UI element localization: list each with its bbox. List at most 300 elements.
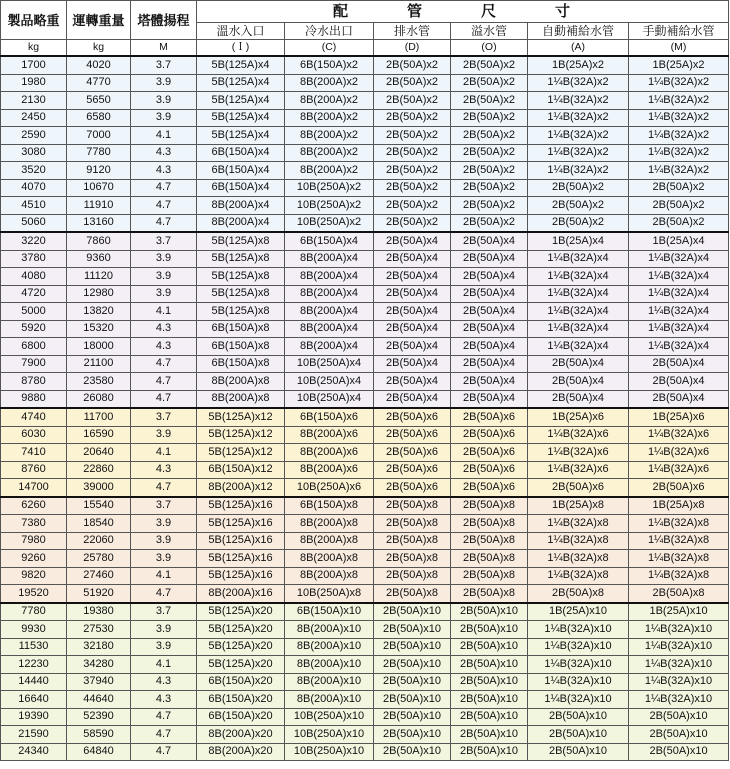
cell-drain-pipe: 2B(50A)x4: [374, 390, 451, 408]
cell-drain-pipe: 2B(50A)x6: [374, 426, 451, 444]
table-row: [1, 373, 729, 391]
cell-tower-head: 4.3: [131, 461, 197, 479]
cell-hot-water-inlet: 5B(125A)x16: [197, 532, 285, 550]
cell-auto-makeup-pipe: 1¼B(32A)x4: [528, 303, 629, 321]
cell-drain-pipe: 2B(50A)x10: [374, 638, 451, 656]
table-row: [1, 268, 729, 286]
cell-tower-head: 4.7: [131, 214, 197, 232]
cell-manual-makeup-pipe: 1¼B(32A)x6: [629, 426, 729, 444]
cell-tower-head: 4.7: [131, 726, 197, 744]
cell-manual-makeup-pipe: 2B(50A)x4: [629, 373, 729, 391]
cell-overflow-pipe: 2B(50A)x10: [451, 621, 528, 639]
cell-operating-weight: 34280: [67, 656, 131, 674]
cell-cold-water-outlet: 8B(200A)x2: [285, 162, 374, 180]
cell-cold-water-outlet: 8B(200A)x6: [285, 426, 374, 444]
cell-drain-pipe: 2B(50A)x4: [374, 303, 451, 321]
cell-cold-water-outlet: 10B(250A)x4: [285, 355, 374, 373]
cell-operating-weight: 7000: [67, 127, 131, 145]
cell-drain-pipe: 2B(50A)x10: [374, 621, 451, 639]
cell-operating-weight: 13160: [67, 214, 131, 232]
cell-cold-water-outlet: 8B(200A)x4: [285, 338, 374, 356]
cell-cold-water-outlet: 8B(200A)x2: [285, 109, 374, 127]
cell-product-weight: 5060: [1, 214, 67, 232]
table-row: [1, 550, 729, 568]
cell-operating-weight: 39000: [67, 479, 131, 497]
cell-overflow-pipe: 2B(50A)x10: [451, 708, 528, 726]
table-row: [1, 109, 729, 127]
cell-cold-water-outlet: 6B(150A)x8: [285, 497, 374, 515]
table-row: [1, 638, 729, 656]
cell-product-weight: 4740: [1, 408, 67, 426]
cell-auto-makeup-pipe: 1¼B(32A)x6: [528, 444, 629, 462]
cell-product-weight: 2450: [1, 109, 67, 127]
cell-overflow-pipe: 2B(50A)x2: [451, 214, 528, 232]
cell-hot-water-inlet: 6B(150A)x20: [197, 708, 285, 726]
table-row: [1, 408, 729, 426]
cell-drain-pipe: 2B(50A)x10: [374, 743, 451, 761]
cell-hot-water-inlet: 5B(125A)x8: [197, 285, 285, 303]
cell-operating-weight: 9360: [67, 250, 131, 268]
table-row: [1, 621, 729, 639]
cell-tower-head: 4.3: [131, 162, 197, 180]
cell-product-weight: 7410: [1, 444, 67, 462]
cell-overflow-pipe: 2B(50A)x8: [451, 515, 528, 533]
cell-overflow-pipe: 2B(50A)x4: [451, 390, 528, 408]
cell-manual-makeup-pipe: 1¼B(32A)x10: [629, 621, 729, 639]
cell-drain-pipe: 2B(50A)x2: [374, 127, 451, 145]
cell-drain-pipe: 2B(50A)x2: [374, 74, 451, 92]
cell-manual-makeup-pipe: 1¼B(32A)x10: [629, 691, 729, 709]
cell-tower-head: 4.7: [131, 373, 197, 391]
cell-cold-water-outlet: 10B(250A)x6: [285, 479, 374, 497]
cell-manual-makeup-pipe: 1B(25A)x6: [629, 408, 729, 426]
cell-operating-weight: 4020: [67, 56, 131, 74]
cell-product-weight: 9880: [1, 390, 67, 408]
cell-operating-weight: 25780: [67, 550, 131, 568]
cell-product-weight: 19520: [1, 585, 67, 603]
cell-hot-water-inlet: 6B(150A)x4: [197, 162, 285, 180]
cell-auto-makeup-pipe: 1¼B(32A)x6: [528, 426, 629, 444]
cell-auto-makeup-pipe: 1¼B(32A)x2: [528, 74, 629, 92]
cell-drain-pipe: 2B(50A)x2: [374, 214, 451, 232]
cell-hot-water-inlet: 8B(200A)x8: [197, 390, 285, 408]
table-row: [1, 56, 729, 74]
cell-product-weight: 12230: [1, 656, 67, 674]
cell-auto-makeup-pipe: 2B(50A)x6: [528, 479, 629, 497]
cell-drain-pipe: 2B(50A)x4: [374, 373, 451, 391]
table-row: [1, 250, 729, 268]
cell-product-weight: 4070: [1, 179, 67, 197]
cell-cold-water-outlet: 10B(250A)x10: [285, 743, 374, 761]
code-drain-pipe: (D): [374, 40, 451, 57]
cell-tower-head: 4.3: [131, 144, 197, 162]
cell-tower-head: 3.9: [131, 426, 197, 444]
cell-overflow-pipe: 2B(50A)x4: [451, 320, 528, 338]
cell-auto-makeup-pipe: 1¼B(32A)x2: [528, 144, 629, 162]
cell-cold-water-outlet: 10B(250A)x2: [285, 214, 374, 232]
cell-product-weight: 21590: [1, 726, 67, 744]
cell-tower-head: 4.7: [131, 708, 197, 726]
cell-overflow-pipe: 2B(50A)x6: [451, 426, 528, 444]
cell-product-weight: 24340: [1, 743, 67, 761]
cell-operating-weight: 4770: [67, 74, 131, 92]
cell-product-weight: 7780: [1, 603, 67, 621]
cell-product-weight: 9930: [1, 621, 67, 639]
cell-product-weight: 6030: [1, 426, 67, 444]
cell-drain-pipe: 2B(50A)x4: [374, 250, 451, 268]
cell-hot-water-inlet: 5B(125A)x12: [197, 426, 285, 444]
cell-manual-makeup-pipe: 2B(50A)x6: [629, 479, 729, 497]
cell-hot-water-inlet: 5B(125A)x4: [197, 127, 285, 145]
cell-cold-water-outlet: 8B(200A)x10: [285, 656, 374, 674]
cell-auto-makeup-pipe: 1¼B(32A)x4: [528, 285, 629, 303]
cell-manual-makeup-pipe: 1¼B(32A)x2: [629, 127, 729, 145]
cell-cold-water-outlet: 8B(200A)x10: [285, 621, 374, 639]
cell-auto-makeup-pipe: 1¼B(32A)x4: [528, 250, 629, 268]
cell-manual-makeup-pipe: 1B(25A)x8: [629, 497, 729, 515]
cell-overflow-pipe: 2B(50A)x10: [451, 673, 528, 691]
table-row: [1, 355, 729, 373]
cell-tower-head: 4.7: [131, 355, 197, 373]
cell-hot-water-inlet: 5B(125A)x4: [197, 74, 285, 92]
table-row: [1, 232, 729, 250]
cell-cold-water-outlet: 8B(200A)x2: [285, 127, 374, 145]
cell-hot-water-inlet: 6B(150A)x20: [197, 691, 285, 709]
cell-manual-makeup-pipe: 2B(50A)x4: [629, 355, 729, 373]
cell-product-weight: 3080: [1, 144, 67, 162]
cell-cold-water-outlet: 6B(150A)x4: [285, 232, 374, 250]
cell-operating-weight: 18540: [67, 515, 131, 533]
cell-cold-water-outlet: 6B(150A)x2: [285, 56, 374, 74]
cell-overflow-pipe: 2B(50A)x2: [451, 74, 528, 92]
cell-cold-water-outlet: 8B(200A)x10: [285, 673, 374, 691]
cell-overflow-pipe: 2B(50A)x8: [451, 550, 528, 568]
table-row: [1, 743, 729, 761]
cell-overflow-pipe: 2B(50A)x4: [451, 232, 528, 250]
cell-drain-pipe: 2B(50A)x6: [374, 461, 451, 479]
cell-cold-water-outlet: 8B(200A)x10: [285, 638, 374, 656]
table-row: [1, 320, 729, 338]
cell-product-weight: 3520: [1, 162, 67, 180]
cell-tower-head: 4.3: [131, 691, 197, 709]
cell-operating-weight: 64840: [67, 743, 131, 761]
cell-drain-pipe: 2B(50A)x10: [374, 708, 451, 726]
cell-cold-water-outlet: 8B(200A)x2: [285, 74, 374, 92]
cell-auto-makeup-pipe: 2B(50A)x10: [528, 708, 629, 726]
cell-overflow-pipe: 2B(50A)x2: [451, 109, 528, 127]
header-piping-size: 配 管 尺 寸: [197, 1, 729, 23]
cell-operating-weight: 58590: [67, 726, 131, 744]
cell-overflow-pipe: 2B(50A)x10: [451, 726, 528, 744]
cell-product-weight: 16640: [1, 691, 67, 709]
cell-overflow-pipe: 2B(50A)x6: [451, 479, 528, 497]
cell-overflow-pipe: 2B(50A)x4: [451, 338, 528, 356]
cell-cold-water-outlet: 8B(200A)x4: [285, 303, 374, 321]
cell-product-weight: 7380: [1, 515, 67, 533]
table-row: [1, 726, 729, 744]
cell-operating-weight: 37940: [67, 673, 131, 691]
cell-cold-water-outlet: 10B(250A)x10: [285, 726, 374, 744]
cell-hot-water-inlet: 5B(125A)x16: [197, 497, 285, 515]
cell-manual-makeup-pipe: 1¼B(32A)x4: [629, 320, 729, 338]
cell-auto-makeup-pipe: 1¼B(32A)x8: [528, 550, 629, 568]
cell-product-weight: 4720: [1, 285, 67, 303]
cell-hot-water-inlet: 5B(125A)x4: [197, 109, 285, 127]
cell-operating-weight: 13820: [67, 303, 131, 321]
cell-manual-makeup-pipe: 1¼B(32A)x8: [629, 532, 729, 550]
cell-overflow-pipe: 2B(50A)x10: [451, 638, 528, 656]
cell-overflow-pipe: 2B(50A)x2: [451, 92, 528, 110]
cell-overflow-pipe: 2B(50A)x2: [451, 162, 528, 180]
cell-product-weight: 14700: [1, 479, 67, 497]
table-row: [1, 426, 729, 444]
cell-operating-weight: 26080: [67, 390, 131, 408]
table-row: [1, 461, 729, 479]
cell-auto-makeup-pipe: 1¼B(32A)x4: [528, 338, 629, 356]
table-row: [1, 532, 729, 550]
cell-auto-makeup-pipe: 1¼B(32A)x4: [528, 320, 629, 338]
cell-auto-makeup-pipe: 1¼B(32A)x8: [528, 567, 629, 585]
cell-hot-water-inlet: 6B(150A)x8: [197, 355, 285, 373]
cell-tower-head: 4.7: [131, 197, 197, 215]
cell-overflow-pipe: 2B(50A)x10: [451, 691, 528, 709]
cell-drain-pipe: 2B(50A)x4: [374, 232, 451, 250]
cell-auto-makeup-pipe: 1¼B(32A)x6: [528, 461, 629, 479]
cell-cold-water-outlet: 10B(250A)x4: [285, 390, 374, 408]
cell-drain-pipe: 2B(50A)x8: [374, 550, 451, 568]
cell-operating-weight: 23580: [67, 373, 131, 391]
cell-auto-makeup-pipe: 2B(50A)x2: [528, 179, 629, 197]
cell-overflow-pipe: 2B(50A)x6: [451, 408, 528, 426]
cell-overflow-pipe: 2B(50A)x2: [451, 56, 528, 74]
unit-product-weight: kg: [1, 40, 67, 57]
cell-overflow-pipe: 2B(50A)x4: [451, 285, 528, 303]
header-tower-head: 塔體揚程: [131, 1, 197, 40]
cell-cold-water-outlet: 8B(200A)x8: [285, 550, 374, 568]
cell-tower-head: 3.7: [131, 603, 197, 621]
cell-drain-pipe: 2B(50A)x2: [374, 197, 451, 215]
cell-auto-makeup-pipe: 1¼B(32A)x2: [528, 127, 629, 145]
cell-operating-weight: 7860: [67, 232, 131, 250]
cell-tower-head: 4.7: [131, 585, 197, 603]
cell-operating-weight: 27460: [67, 567, 131, 585]
cell-auto-makeup-pipe: 1B(25A)x6: [528, 408, 629, 426]
cell-drain-pipe: 2B(50A)x4: [374, 320, 451, 338]
cell-drain-pipe: 2B(50A)x2: [374, 179, 451, 197]
header-overflow-pipe: 溢水管: [451, 23, 528, 40]
cell-auto-makeup-pipe: 1¼B(32A)x8: [528, 515, 629, 533]
cell-manual-makeup-pipe: 2B(50A)x10: [629, 726, 729, 744]
cell-auto-makeup-pipe: 1¼B(32A)x8: [528, 532, 629, 550]
cell-product-weight: 5920: [1, 320, 67, 338]
table-row: [1, 603, 729, 621]
cell-overflow-pipe: 2B(50A)x4: [451, 303, 528, 321]
cell-tower-head: 3.9: [131, 638, 197, 656]
cell-hot-water-inlet: 5B(125A)x8: [197, 250, 285, 268]
cell-drain-pipe: 2B(50A)x8: [374, 532, 451, 550]
cell-product-weight: 19390: [1, 708, 67, 726]
cell-product-weight: 8780: [1, 373, 67, 391]
cell-drain-pipe: 2B(50A)x2: [374, 92, 451, 110]
cell-cold-water-outlet: 8B(200A)x10: [285, 691, 374, 709]
cell-cold-water-outlet: 8B(200A)x2: [285, 92, 374, 110]
cell-tower-head: 4.1: [131, 444, 197, 462]
cell-manual-makeup-pipe: 1¼B(32A)x10: [629, 638, 729, 656]
code-manual-makeup-pipe: (M): [629, 40, 729, 57]
code-auto-makeup-pipe: (A): [528, 40, 629, 57]
header-cold-water-outlet: 冷水出口: [285, 23, 374, 40]
cell-manual-makeup-pipe: 1¼B(32A)x8: [629, 567, 729, 585]
cell-auto-makeup-pipe: 1B(25A)x8: [528, 497, 629, 515]
cell-drain-pipe: 2B(50A)x10: [374, 656, 451, 674]
cell-cold-water-outlet: 8B(200A)x4: [285, 268, 374, 286]
cell-drain-pipe: 2B(50A)x2: [374, 109, 451, 127]
cell-drain-pipe: 2B(50A)x6: [374, 444, 451, 462]
cell-manual-makeup-pipe: 1¼B(32A)x2: [629, 74, 729, 92]
cell-drain-pipe: 2B(50A)x6: [374, 479, 451, 497]
cell-product-weight: 4510: [1, 197, 67, 215]
cell-operating-weight: 20640: [67, 444, 131, 462]
cell-cold-water-outlet: 10B(250A)x2: [285, 179, 374, 197]
cell-cold-water-outlet: 10B(250A)x8: [285, 585, 374, 603]
cell-tower-head: 3.9: [131, 285, 197, 303]
cell-drain-pipe: 2B(50A)x4: [374, 285, 451, 303]
header-product-weight: 製品略重: [1, 1, 67, 40]
table-row: [1, 479, 729, 497]
cell-tower-head: 3.7: [131, 232, 197, 250]
cell-hot-water-inlet: 5B(125A)x20: [197, 656, 285, 674]
cell-overflow-pipe: 2B(50A)x2: [451, 179, 528, 197]
cell-operating-weight: 12980: [67, 285, 131, 303]
cell-overflow-pipe: 2B(50A)x10: [451, 743, 528, 761]
cell-hot-water-inlet: 6B(150A)x8: [197, 338, 285, 356]
cell-operating-weight: 21100: [67, 355, 131, 373]
cell-hot-water-inlet: 5B(125A)x20: [197, 621, 285, 639]
cell-hot-water-inlet: 5B(125A)x16: [197, 550, 285, 568]
cell-auto-makeup-pipe: 2B(50A)x4: [528, 373, 629, 391]
cell-cold-water-outlet: 10B(250A)x2: [285, 197, 374, 215]
cell-auto-makeup-pipe: 2B(50A)x4: [528, 390, 629, 408]
table-row: [1, 144, 729, 162]
cell-hot-water-inlet: 5B(125A)x20: [197, 638, 285, 656]
cell-tower-head: 4.1: [131, 656, 197, 674]
cell-operating-weight: 16590: [67, 426, 131, 444]
table-row: [1, 74, 729, 92]
cell-auto-makeup-pipe: 2B(50A)x4: [528, 355, 629, 373]
cell-manual-makeup-pipe: 1¼B(32A)x2: [629, 162, 729, 180]
cell-tower-head: 3.9: [131, 550, 197, 568]
cell-tower-head: 3.7: [131, 408, 197, 426]
cell-drain-pipe: 2B(50A)x4: [374, 268, 451, 286]
cell-manual-makeup-pipe: 1¼B(32A)x10: [629, 673, 729, 691]
cell-manual-makeup-pipe: 2B(50A)x10: [629, 743, 729, 761]
cell-hot-water-inlet: 5B(125A)x16: [197, 567, 285, 585]
cell-tower-head: 4.7: [131, 390, 197, 408]
cell-overflow-pipe: 2B(50A)x10: [451, 656, 528, 674]
cell-drain-pipe: 2B(50A)x10: [374, 673, 451, 691]
cell-product-weight: 9820: [1, 567, 67, 585]
cell-hot-water-inlet: 8B(200A)x20: [197, 726, 285, 744]
table-row: [1, 656, 729, 674]
header-auto-makeup-pipe: 自動補給水管: [528, 23, 629, 40]
cell-overflow-pipe: 2B(50A)x2: [451, 144, 528, 162]
cell-cold-water-outlet: 8B(200A)x8: [285, 567, 374, 585]
cell-manual-makeup-pipe: 1¼B(32A)x4: [629, 268, 729, 286]
cell-cold-water-outlet: 8B(200A)x8: [285, 515, 374, 533]
cell-auto-makeup-pipe: 1B(25A)x2: [528, 56, 629, 74]
cell-operating-weight: 9120: [67, 162, 131, 180]
cell-overflow-pipe: 2B(50A)x10: [451, 603, 528, 621]
cell-manual-makeup-pipe: 2B(50A)x4: [629, 390, 729, 408]
cell-manual-makeup-pipe: 2B(50A)x10: [629, 708, 729, 726]
cell-product-weight: 5000: [1, 303, 67, 321]
cell-drain-pipe: 2B(50A)x2: [374, 162, 451, 180]
code-overflow-pipe: (O): [451, 40, 528, 57]
cell-manual-makeup-pipe: 2B(50A)x2: [629, 214, 729, 232]
cell-tower-head: 4.7: [131, 479, 197, 497]
cell-manual-makeup-pipe: 1B(25A)x2: [629, 56, 729, 74]
cell-overflow-pipe: 2B(50A)x8: [451, 567, 528, 585]
cell-tower-head: 4.3: [131, 338, 197, 356]
unit-operating-weight: kg: [67, 40, 131, 57]
cell-auto-makeup-pipe: 1¼B(32A)x10: [528, 621, 629, 639]
cell-cold-water-outlet: 10B(250A)x4: [285, 373, 374, 391]
cell-overflow-pipe: 2B(50A)x6: [451, 461, 528, 479]
cell-overflow-pipe: 2B(50A)x4: [451, 250, 528, 268]
cell-operating-weight: 27530: [67, 621, 131, 639]
table-row: [1, 214, 729, 232]
cell-hot-water-inlet: 8B(200A)x8: [197, 373, 285, 391]
cell-product-weight: 2130: [1, 92, 67, 110]
cell-tower-head: 3.9: [131, 109, 197, 127]
cell-drain-pipe: 2B(50A)x2: [374, 56, 451, 74]
cell-drain-pipe: 2B(50A)x6: [374, 408, 451, 426]
code-cold-water-outlet: (C): [285, 40, 374, 57]
cell-tower-head: 3.9: [131, 268, 197, 286]
cell-hot-water-inlet: 5B(125A)x16: [197, 515, 285, 533]
cell-tower-head: 3.7: [131, 497, 197, 515]
cell-operating-weight: 11910: [67, 197, 131, 215]
cell-cold-water-outlet: 8B(200A)x4: [285, 285, 374, 303]
cell-hot-water-inlet: 6B(150A)x4: [197, 144, 285, 162]
cell-product-weight: 3780: [1, 250, 67, 268]
cell-cold-water-outlet: 6B(150A)x6: [285, 408, 374, 426]
cell-overflow-pipe: 2B(50A)x4: [451, 268, 528, 286]
cell-hot-water-inlet: 5B(125A)x12: [197, 444, 285, 462]
cell-auto-makeup-pipe: 1B(25A)x4: [528, 232, 629, 250]
cell-operating-weight: 32180: [67, 638, 131, 656]
table-row: [1, 197, 729, 215]
cell-manual-makeup-pipe: 1¼B(32A)x6: [629, 461, 729, 479]
cell-hot-water-inlet: 5B(125A)x8: [197, 303, 285, 321]
cell-manual-makeup-pipe: 1¼B(32A)x4: [629, 338, 729, 356]
cell-cold-water-outlet: 8B(200A)x8: [285, 532, 374, 550]
cell-operating-weight: 10670: [67, 179, 131, 197]
table-row: [1, 567, 729, 585]
cell-manual-makeup-pipe: 1¼B(32A)x8: [629, 550, 729, 568]
cell-manual-makeup-pipe: 1¼B(32A)x2: [629, 144, 729, 162]
unit-tower-head: M: [131, 40, 197, 57]
cell-manual-makeup-pipe: 1¼B(32A)x6: [629, 444, 729, 462]
cell-hot-water-inlet: 6B(150A)x20: [197, 673, 285, 691]
table-row: [1, 691, 729, 709]
table-row: [1, 515, 729, 533]
cell-hot-water-inlet: 5B(125A)x8: [197, 268, 285, 286]
cell-overflow-pipe: 2B(50A)x4: [451, 373, 528, 391]
cell-overflow-pipe: 2B(50A)x6: [451, 444, 528, 462]
cell-tower-head: 4.7: [131, 179, 197, 197]
cell-overflow-pipe: 2B(50A)x8: [451, 585, 528, 603]
